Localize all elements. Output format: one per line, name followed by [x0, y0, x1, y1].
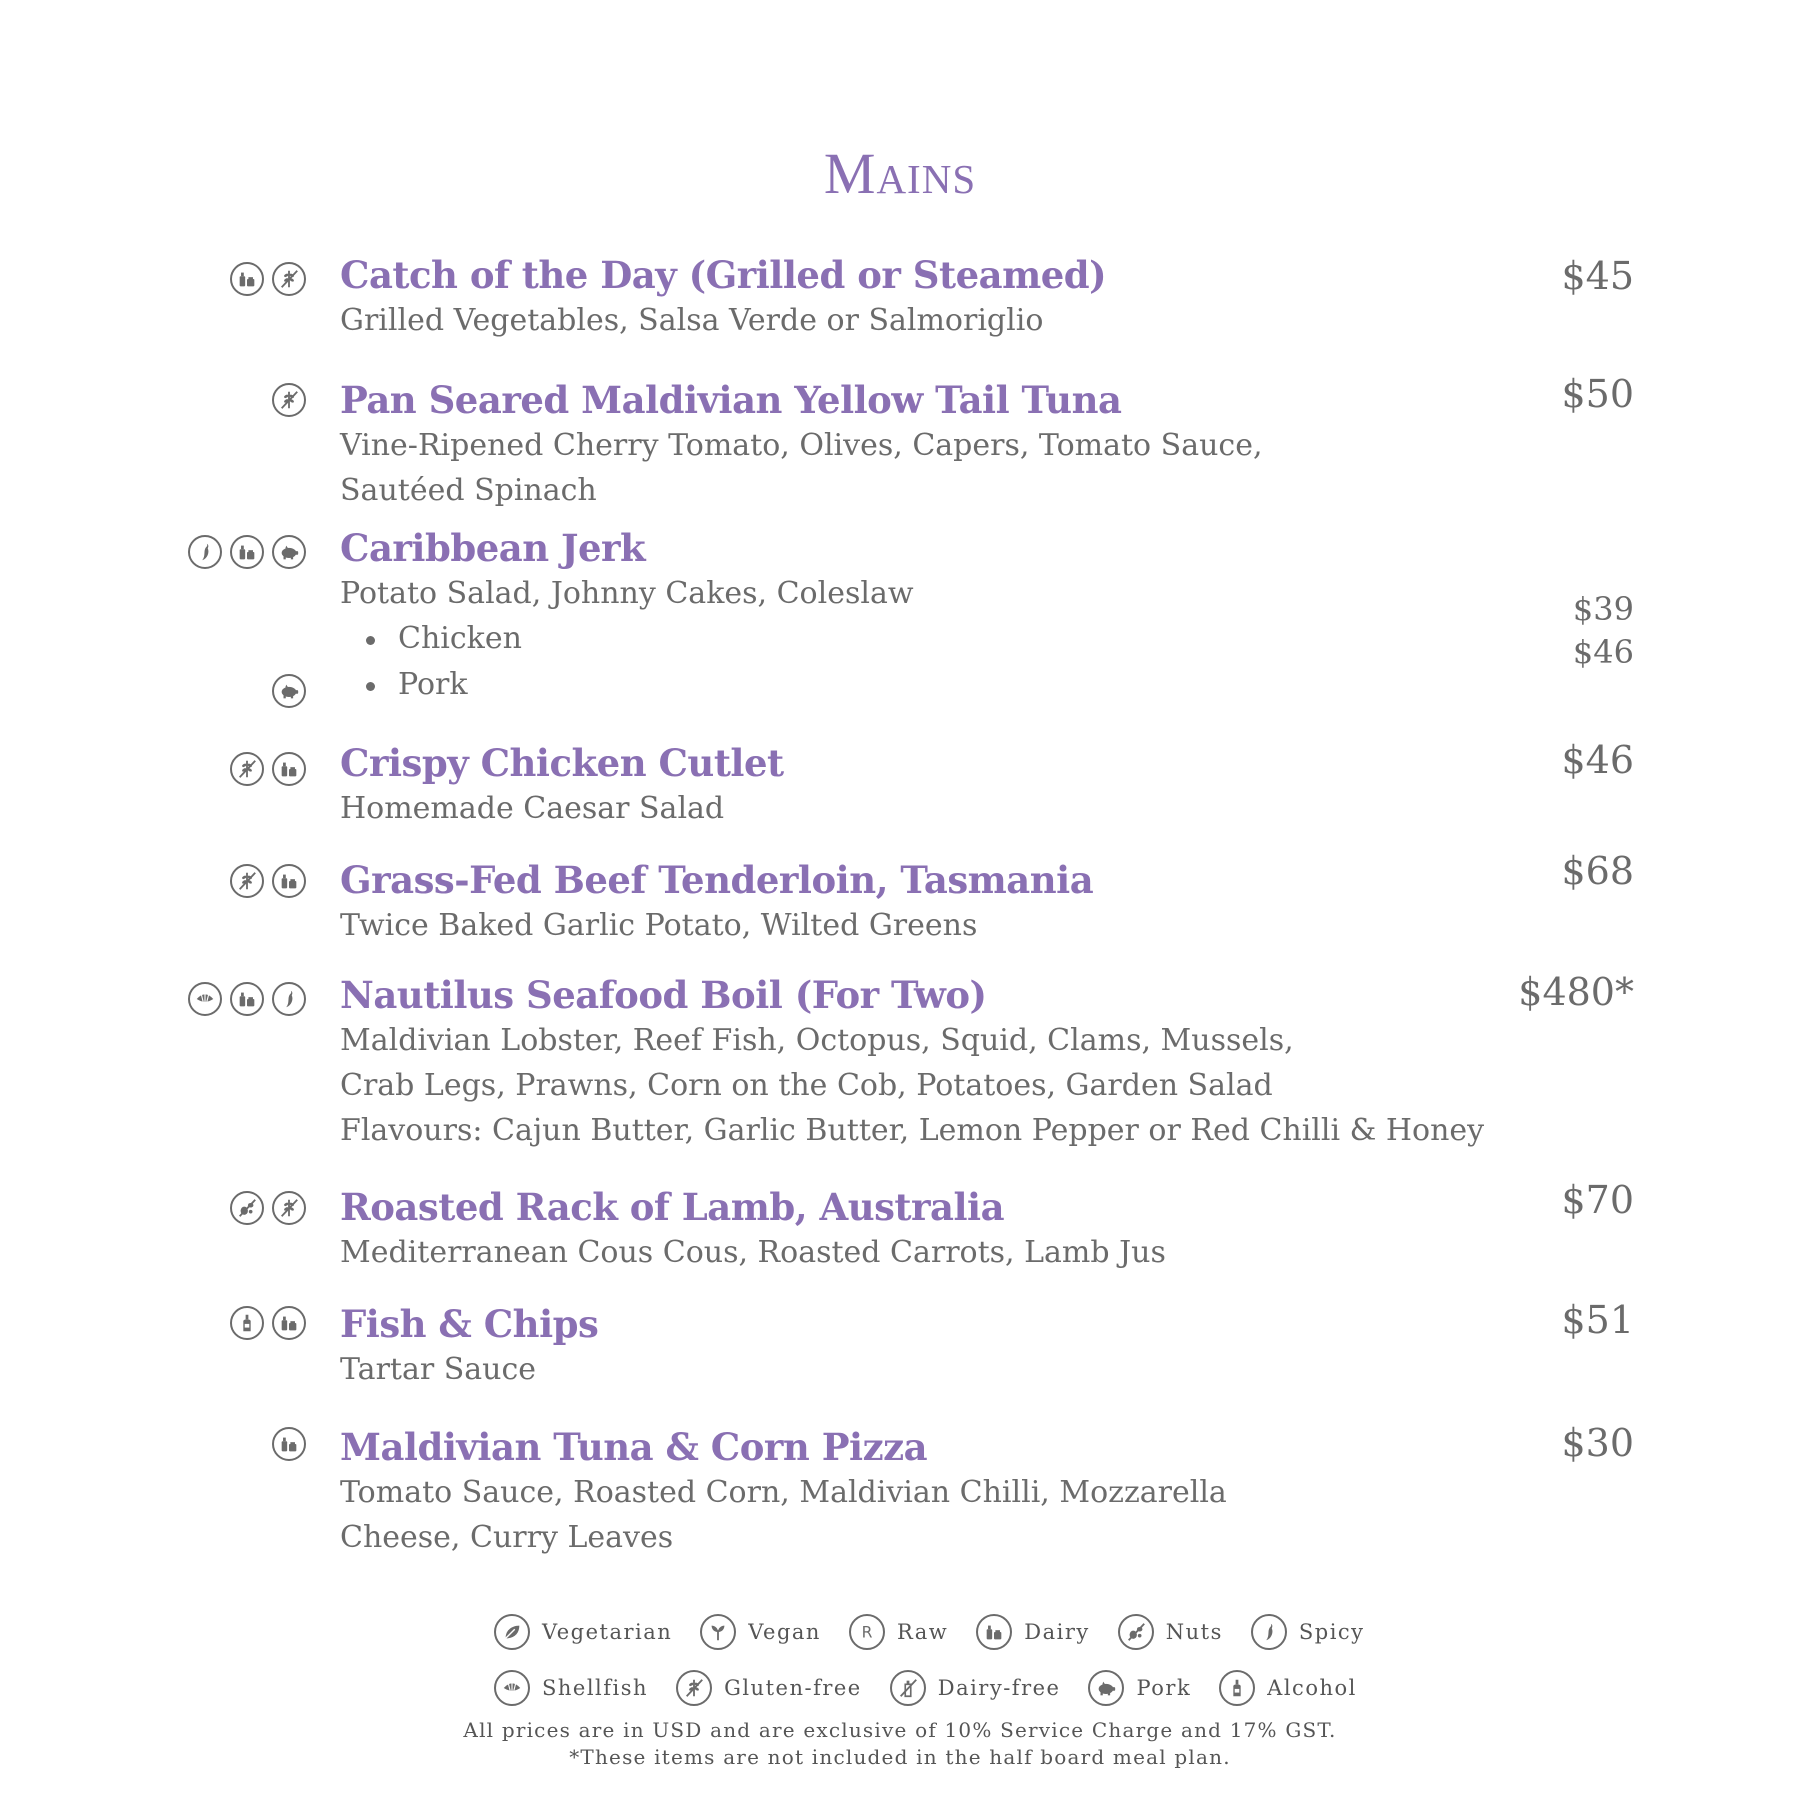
spicy-icon — [272, 982, 306, 1016]
legend-item — [1118, 1614, 1223, 1650]
legend-label: Shellfish — [542, 1676, 649, 1700]
footnote-half-board: *These items are not included in the half board meal plan. — [569, 1745, 1231, 1769]
legend-label: Vegetarian — [542, 1620, 673, 1644]
menu-item — [340, 1184, 1640, 1275]
legend-label: Pork — [1136, 1676, 1192, 1700]
dish-name: Caribbean Jerk — [340, 526, 646, 570]
legend-item — [1219, 1670, 1357, 1706]
svg-text:R: R — [861, 1623, 873, 1642]
dairy-icon — [230, 982, 264, 1016]
dish-description: Sautéed Spinach — [340, 473, 597, 508]
gluten-free-icon — [676, 1670, 712, 1706]
legend-item — [890, 1670, 1061, 1706]
legend-item — [700, 1614, 821, 1650]
dish-description: Grilled Vegetables, Salsa Verde or Salmoriglio — [340, 303, 1044, 338]
option-item: Pork — [340, 662, 1640, 708]
vegetarian-icon — [494, 1614, 530, 1650]
menu-item — [340, 972, 1640, 1153]
dairy-icon — [230, 262, 264, 296]
dish-description: Maldivian Lobster, Reef Fish, Octopus, Squid, Clams, Mussels, — [340, 1023, 1294, 1058]
dish-description: Tartar Sauce — [340, 1352, 537, 1387]
shellfish-icon — [188, 982, 222, 1016]
menu-item — [340, 377, 1640, 513]
option-item: Chicken — [340, 616, 1640, 662]
legend-item — [849, 1614, 948, 1650]
dairy-icon — [272, 752, 306, 786]
legend-item — [1088, 1670, 1191, 1706]
dish-name: Nautilus Seafood Boil (For Two) — [340, 973, 987, 1017]
footnote-prices: All prices are in USD and are exclusive of 10% Service Charge and 17% GST. — [463, 1718, 1337, 1742]
dish-price: $50 — [1561, 372, 1634, 416]
menu-item — [340, 1424, 1640, 1560]
item-dietary-icons — [230, 1191, 306, 1225]
gluten-free-icon — [272, 383, 306, 417]
legend-row — [494, 1670, 1385, 1706]
legend-label: Spicy — [1298, 1620, 1365, 1644]
option-list — [340, 616, 1640, 708]
dish-name: Catch of the Day (Grilled or Steamed) — [340, 253, 1107, 297]
dish-price: $30 — [1561, 1421, 1634, 1465]
dairy-free-icon — [890, 1670, 926, 1706]
dairy-icon — [272, 864, 306, 898]
menu-item — [340, 525, 1640, 708]
vegan-icon — [700, 1614, 736, 1650]
nuts-icon — [1118, 1614, 1154, 1650]
gluten-free-icon — [272, 1191, 306, 1225]
dish-price: $68 — [1561, 849, 1634, 893]
dish-description: Cheese, Curry Leaves — [340, 1520, 674, 1555]
legend-item — [494, 1614, 672, 1650]
dish-price: $480* — [1518, 970, 1634, 1014]
dish-description: Flavours: Cajun Butter, Garlic Butter, Lemon Pepper or Red Chilli & Honey — [340, 1113, 1485, 1148]
dish-description: Twice Baked Garlic Potato, Wilted Greens — [340, 908, 978, 943]
gluten-free-icon — [272, 262, 306, 296]
dish-price: $45 — [1561, 254, 1634, 298]
dish-description: Mediterranean Cous Cous, Roasted Carrots, Lamb Jus — [340, 1235, 1166, 1270]
legend-label: Vegan — [748, 1620, 821, 1644]
dairy-icon — [230, 535, 264, 569]
dish-name: Grass-Fed Beef Tenderloin, Tasmania — [340, 858, 1094, 902]
legend-label: Gluten-free — [724, 1676, 862, 1700]
option-price: $39 — [1572, 590, 1634, 628]
dish-description: Crab Legs, Prawns, Corn on the Cob, Potatoes, Garden Salad — [340, 1068, 1273, 1103]
item-dietary-icons — [272, 383, 306, 417]
dairy-icon — [272, 1306, 306, 1340]
item-dietary-icons — [188, 982, 306, 1016]
item-dietary-icons — [230, 262, 306, 296]
pork-icon — [1088, 1670, 1124, 1706]
spicy-icon — [1251, 1614, 1287, 1650]
menu-item — [340, 857, 1640, 948]
legend-label: Raw — [896, 1620, 949, 1644]
dish-description: Potato Salad, Johnny Cakes, Coleslaw — [340, 576, 914, 611]
item-dietary-icons — [230, 1306, 306, 1340]
page-title: Mains — [823, 141, 977, 206]
dish-description: Homemade Caesar Salad — [340, 791, 725, 826]
legend-item — [1251, 1614, 1365, 1650]
pork-icon — [272, 535, 306, 569]
legend-label: Dairy — [1024, 1620, 1090, 1644]
dish-name: Pan Seared Maldivian Yellow Tail Tuna — [340, 378, 1122, 422]
menu-item — [340, 252, 1640, 343]
gluten-free-icon — [230, 752, 264, 786]
dish-name: Maldivian Tuna & Corn Pizza — [340, 1425, 928, 1469]
legend-item — [676, 1670, 862, 1706]
item-dietary-icons — [230, 864, 306, 898]
dairy-icon — [272, 1427, 306, 1461]
item-dietary-icons — [230, 752, 306, 786]
option-price: $46 — [1572, 633, 1634, 671]
dish-name: Roasted Rack of Lamb, Australia — [340, 1185, 1005, 1229]
alcohol-icon — [1219, 1670, 1255, 1706]
dish-description: Tomato Sauce, Roasted Corn, Maldivian Chilli, Mozzarella — [340, 1475, 1227, 1510]
dish-description: Vine-Ripened Cherry Tomato, Olives, Capers, Tomato Sauce, — [340, 428, 1263, 463]
legend-label: Alcohol — [1267, 1676, 1357, 1700]
item-dietary-icons — [272, 1427, 306, 1461]
dairy-icon — [976, 1614, 1012, 1650]
pork-icon — [272, 674, 306, 708]
legend-item — [494, 1670, 648, 1706]
alcohol-icon — [230, 1306, 264, 1340]
dish-price: $46 — [1561, 738, 1634, 782]
spicy-icon — [188, 535, 222, 569]
footnote — [0, 1717, 1800, 1771]
legend-label: Dairy-free — [937, 1676, 1061, 1700]
nuts-icon — [230, 1191, 264, 1225]
dish-price: $51 — [1561, 1298, 1634, 1342]
raw-icon — [849, 1614, 885, 1650]
dish-price: $70 — [1561, 1178, 1634, 1222]
item-dietary-icons — [188, 535, 306, 569]
legend-item — [976, 1614, 1089, 1650]
dish-name: Fish & Chips — [340, 1302, 599, 1346]
dish-name: Crispy Chicken Cutlet — [340, 741, 784, 785]
shellfish-icon — [494, 1670, 530, 1706]
option-dietary-icons — [272, 674, 306, 708]
menu-item — [340, 740, 1640, 831]
menu-item — [340, 1301, 1640, 1392]
legend-label: Nuts — [1165, 1620, 1223, 1644]
legend-row — [494, 1614, 1393, 1650]
gluten-free-icon — [230, 864, 264, 898]
